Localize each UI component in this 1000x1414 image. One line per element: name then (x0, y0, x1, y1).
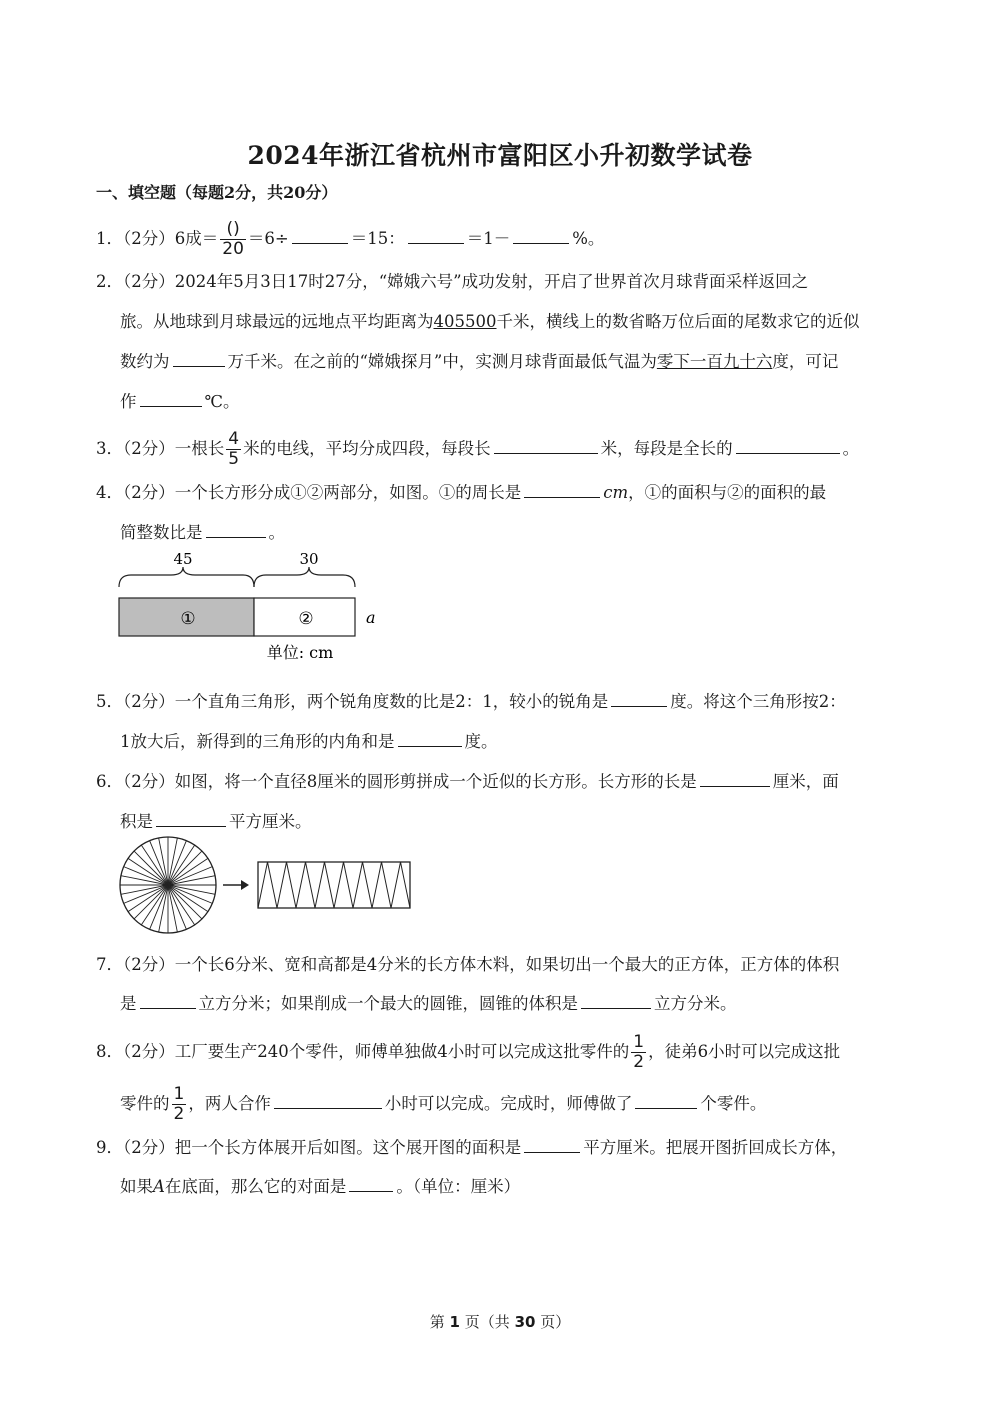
question-1: 1．（2分）6成＝ $\frac{()}{20}$ ＝6÷ ＝15： ＝1－ %。 (96, 219, 605, 259)
answer-blank[interactable] (700, 770, 770, 787)
question-2-line-4: 作 ℃。 (120, 392, 240, 411)
answer-blank[interactable] (581, 992, 651, 1009)
answer-blank[interactable] (513, 227, 569, 244)
question-6-line-1: 6．（2分）如图，将一个直径8厘米的圆形剪拼成一个近似的长方形。长方形的长是 厘米，面 (96, 772, 839, 791)
question-4-line-1: 4．（2分）一个长方形分成①②两部分，如图。①的周长是 cm，①的面积与②的面积的最 (96, 483, 827, 502)
answer-blank[interactable] (611, 690, 667, 707)
answer-blank[interactable] (292, 227, 348, 244)
answer-blank[interactable] (736, 437, 840, 454)
rectangle-strips (258, 862, 410, 908)
question-9-line-1: 9．（2分）把一个长方体展开后如图。这个展开图的面积是 平方厘米。把展开图折回成长方体， (96, 1138, 848, 1157)
part-1-label: ① (180, 609, 196, 629)
answer-blank[interactable] (206, 521, 266, 538)
question-8-line-1: 8．（2分）工厂要生产240个零件，师傅单独做4小时可以完成这批零件的 $\frac{1}{2}$ ，徒弟6小时可以完成这批 (96, 1032, 841, 1072)
question-4-line-2: 简整数比是 。 (120, 523, 285, 542)
right-length-label: 30 (299, 550, 319, 568)
question-3: 3．（2分）一根长 $\frac{4}{5}$ 米的电线，平均分成四段，每段长 米，每段是全长的 。 (96, 429, 860, 469)
answer-blank[interactable] (494, 437, 598, 454)
fraction: $\frac{4}{5}$ (228, 429, 240, 469)
answer-blank[interactable] (635, 1092, 697, 1109)
question-5-line-1: 5．（2分）一个直角三角形，两个锐角度数的比是2：1，较小的锐角是 度。将这个三角形按2： (96, 692, 846, 711)
question-9-line-2: 如果A在底面，那么它的对面是 。（单位：厘米） (120, 1177, 521, 1196)
circle-to-rectangle-figure (110, 835, 420, 935)
question-5-line-2: 1放大后，新得到的三角形的内角和是 度。 (120, 732, 498, 751)
page-title: 2024年浙江省杭州市富阳区小升初数学试卷 (247, 141, 753, 170)
question-7-line-1: 7．（2分）一个长6分米、宽和高都是4分米的长方体木料，如果切出一个最大的正方体，正方体的体积 (96, 955, 840, 974)
answer-blank[interactable] (156, 810, 226, 827)
part-2-label: ② (298, 609, 314, 629)
sector-line (168, 851, 202, 885)
question-2-line-1: 2．（2分）2024年5月3日17时27分，“嫦娥六号”成功发射，开启了世界首次月球背面采样返回之 (96, 272, 809, 291)
question-2-line-2: 旅。从地球到月球最远的远地点平均距离为405500千米，横线上的数省略万位后面的尾数求它的近似 (120, 312, 860, 331)
unit-label: 单位: cm (266, 643, 334, 662)
answer-blank[interactable] (140, 992, 196, 1009)
strip-zigzag (258, 862, 410, 908)
answer-blank[interactable] (524, 1136, 580, 1153)
answer-blank[interactable] (398, 730, 462, 747)
approx-rectangle (258, 862, 410, 908)
right-brace (254, 567, 355, 587)
total-pages: 30 (514, 1313, 536, 1331)
page-number: 1 (449, 1313, 460, 1331)
answer-blank[interactable] (274, 1092, 382, 1109)
section-heading: 一、填空题（每题2分，共20分） (96, 183, 338, 202)
fraction: $\frac{1}{2}$ (633, 1032, 645, 1072)
arrow-icon (241, 880, 249, 890)
answer-blank[interactable] (173, 350, 225, 367)
side-a-label: a (366, 608, 376, 627)
sector-line (134, 851, 168, 885)
fraction: $\frac{()}{20}$ (222, 219, 244, 259)
left-brace (119, 567, 254, 587)
sector-line (168, 885, 202, 919)
fraction: $\frac{1}{2}$ (173, 1084, 185, 1124)
question-2-line-3: 数约为 万千米。在之前的“嫦娥探月”中，实测月球背面最低气温为零下一百九十六度，可记 (120, 352, 839, 371)
question-7-line-2: 是 立方分米；如果削成一个最大的圆锥，圆锥的体积是 立方分米。 (120, 994, 737, 1013)
answer-blank[interactable] (349, 1175, 393, 1192)
answer-blank[interactable] (408, 227, 464, 244)
answer-blank[interactable] (140, 390, 202, 407)
sector-line (134, 885, 168, 919)
question-8-line-2: 零件的 $\frac{1}{2}$ ，两人合作 小时可以完成。完成时，师傅做了 个零件。 (120, 1084, 767, 1124)
page-footer: 第 1 页（共 30 页） (429, 1313, 571, 1331)
answer-blank[interactable] (524, 481, 600, 498)
rectangle-figure (110, 545, 400, 670)
left-length-label: 45 (173, 550, 193, 568)
question-6-line-2: 积是 平方厘米。 (120, 812, 312, 831)
